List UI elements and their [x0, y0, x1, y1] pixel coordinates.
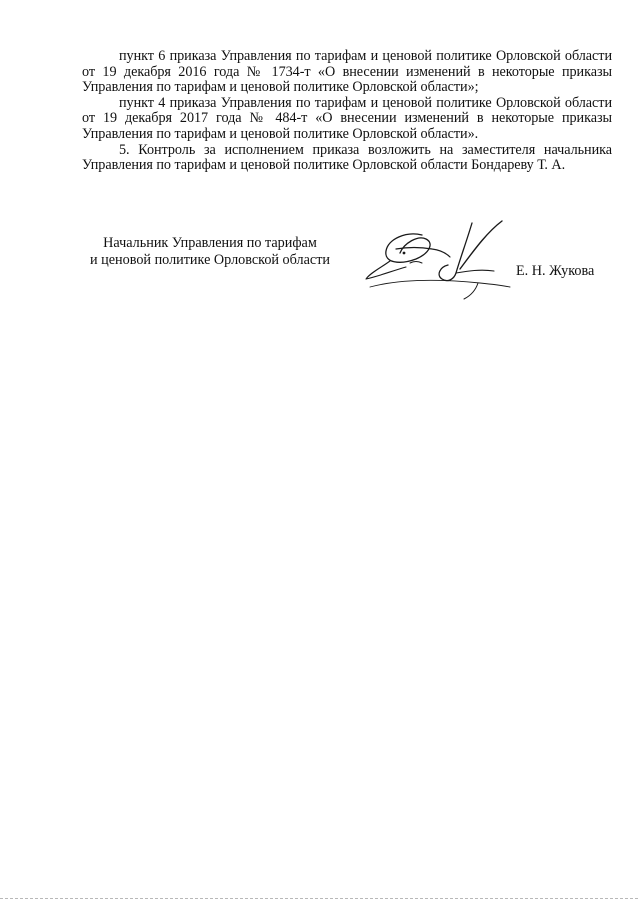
signatory-title-line2: и ценовой политике Орловской области	[90, 252, 330, 268]
document-body	[82, 49, 612, 174]
paragraph-item-4: пункт 4 приказа Управления по тарифам и ценовой политике Орловской области от 19 декабря 2017 года № 484-т «О внесении изменений в некоторые приказы Управления по тарифам и ценовой политике Орловской области».	[82, 94, 612, 142]
signature-block	[0, 235, 639, 315]
paragraph-control: 5. Контроль за исполнением приказа возложить на заместителя начальника Управления по тарифам и ценовой политике Орловской области Бондареву Т. А.	[82, 141, 612, 174]
handwritten-signature	[360, 213, 525, 308]
page-bottom-edge	[0, 898, 639, 899]
signatory-title	[80, 235, 340, 269]
signatory-title-line1: Начальник Управления по тарифам	[103, 235, 317, 251]
paragraph-item-6: пункт 6 приказа Управления по тарифам и ценовой политике Орловской области от 19 декабря 2016 года № 1734-т «О внесении изменений в некоторые приказы Управления по тарифам и ценовой политике Орловской области»;	[82, 48, 612, 96]
signatory-name: Е. Н. Жукова	[516, 263, 595, 279]
